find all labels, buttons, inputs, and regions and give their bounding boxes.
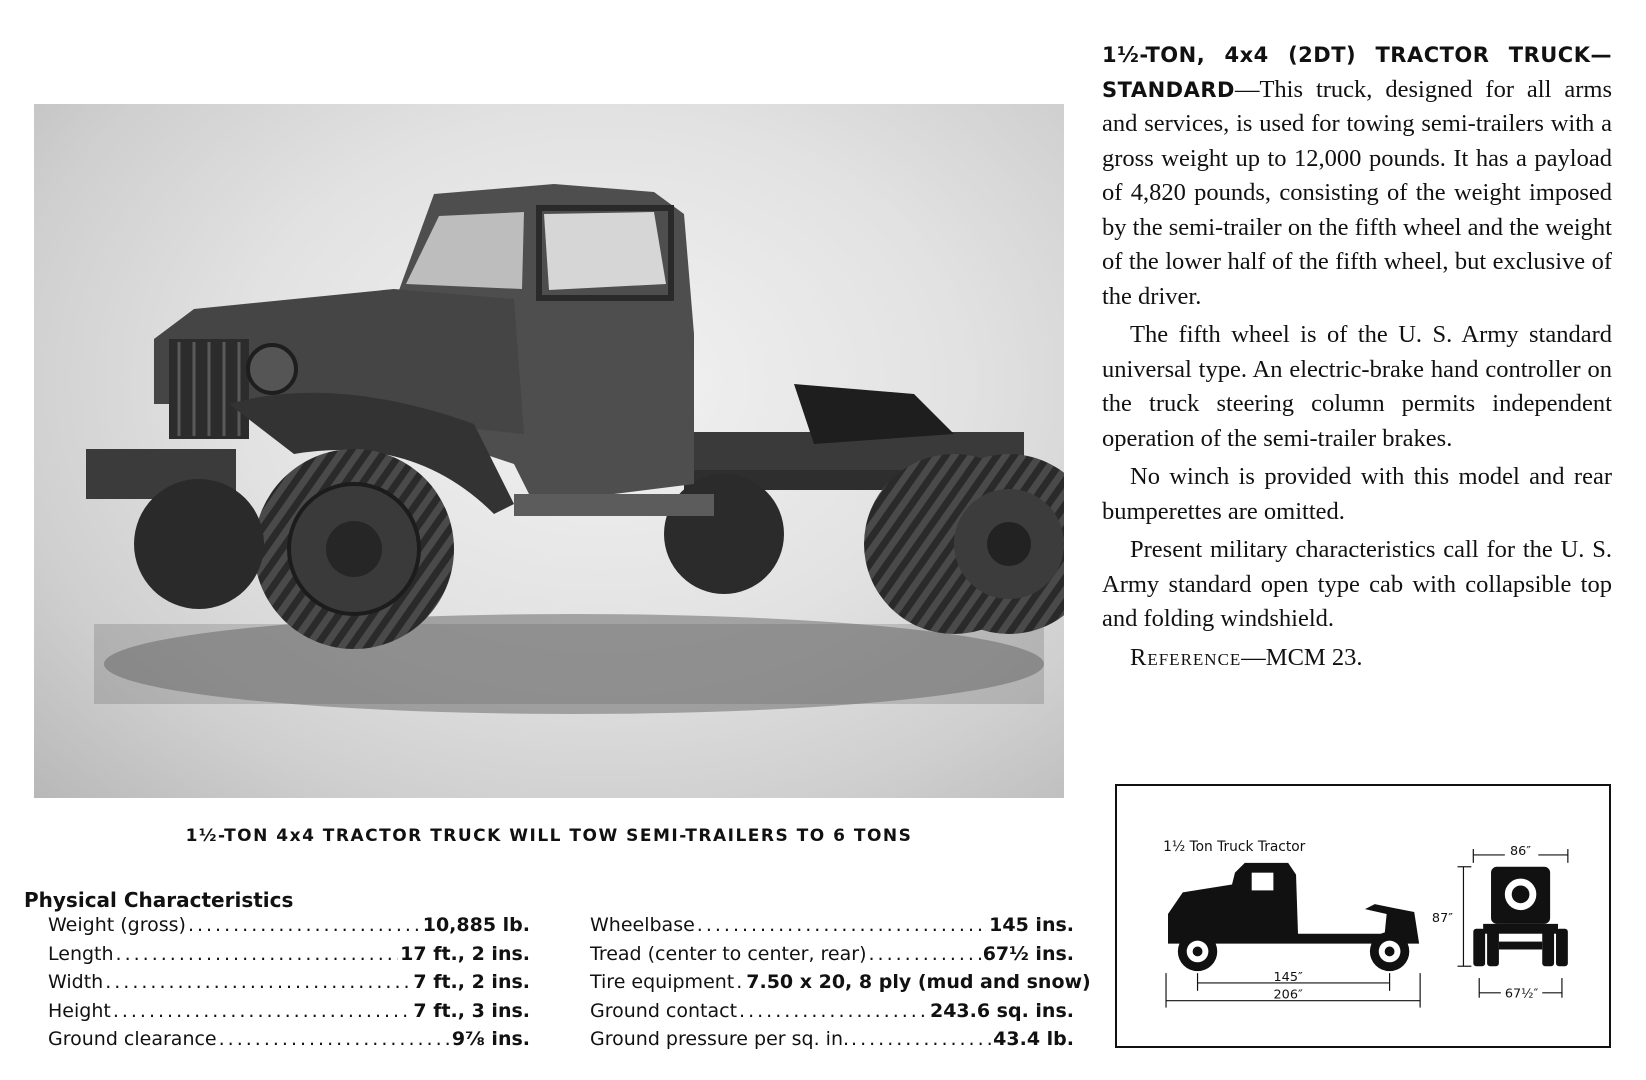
spec-value: 67½ ins. [982,942,1074,965]
leader-dots [697,914,987,936]
specs-column-right [590,914,1091,1057]
spec-label: Tire equipment [590,971,735,993]
spec-value: 9⅞ ins. [451,1028,530,1050]
spec-value: 10,885 lb. [422,914,530,936]
description-text [1102,38,1612,679]
specs-title: Physical Characteristics [24,888,294,912]
spec-label: Height [48,999,111,1022]
spec-value: 7 ft., 3 ins. [413,999,530,1022]
leader-dots [105,971,411,993]
spec-row [590,971,1091,1000]
width-dimension: 86″ [1510,843,1532,859]
spec-value: 17 ft., 2 ins. [400,942,530,965]
description-heading: 1½-TON, 4x4 (2DT) TRACTOR TRUCK— STANDARD [1102,43,1612,102]
spec-row [590,1028,1074,1057]
description-paragraph-1 [1102,38,1612,314]
dimension-diagram [1115,784,1611,1048]
spec-label: Width [48,971,104,993]
spec-row [48,1028,530,1057]
height-dimension: 87″ [1431,910,1454,926]
spec-row [48,914,530,943]
tread-dimension: 67½″ [1504,986,1539,1002]
reference-label: Reference [1130,643,1242,671]
spec-row [48,1000,530,1029]
description-paragraph-4: Present military characteristics call for the U. S. Army standard open type cab with collapsible top and folding windshield. [1102,536,1612,632]
spec-label: Ground clearance [48,1028,217,1050]
description-body-1: —This truck, designed for all arms and services, is used for towing semi-trailers with a gross weight up to 12,000 pounds. It has a payload of 4,820 pounds, consisting of the weight imposed by the semi-trailer on the fifth wheel and the weight of the lower half of the fifth wheel, but exclusive of the driver. [1102,75,1612,310]
spec-label: Ground pressure per sq. in. [590,1028,850,1050]
description-paragraph-3: No winch is provided with this model and rear bumperettes are omitted. [1102,463,1612,525]
spec-value: 145 ins. [989,914,1074,936]
leader-dots [739,1000,928,1022]
spec-row [48,971,530,1000]
length-dimension: 206″ [1273,987,1303,1003]
spec-value: 43.4 lb. [993,1028,1074,1050]
spec-label: Weight (gross) [48,914,186,936]
leader-dots [851,1028,991,1050]
spec-row [590,943,1074,972]
spec-row [48,943,530,972]
spec-value: 7.50 x 20, 8 ply (mud and snow) [746,971,1091,993]
rear-view-icon [1473,867,1568,966]
reference-line [1102,641,1612,676]
leader-dots [116,943,399,965]
reference-value: —MCM 23. [1241,643,1363,671]
side-view-icon [1168,863,1419,971]
spec-label: Wheelbase [590,914,695,936]
spec-value: 7 ft., 2 ins. [413,971,530,993]
spec-label: Tread (center to center, rear) [590,942,867,965]
spec-value: 243.6 sq. ins. [929,999,1074,1022]
specs-column-left [48,914,530,1057]
spec-row [590,1000,1074,1029]
leader-dots [869,943,981,965]
photo-caption: 1½-TON 4x4 TRACTOR TRUCK WILL TOW SEMI-TRAILERS TO 6 TONS [185,826,913,846]
diagram-title: 1½ Ton Truck Tractor [1163,839,1306,855]
spec-row [590,914,1074,943]
wheelbase-dimension: 145″ [1273,970,1303,985]
leader-dots [736,971,744,993]
leader-dots [219,1028,450,1050]
spec-label: Length [48,942,114,965]
description-paragraph-2: The fifth wheel is of the U. S. Army standard universal type. An electric-brake hand controller on the truck steering column permits independent operation of the semi-trailer brakes. [1102,321,1612,452]
truck-illustration [34,104,1064,798]
leader-dots [188,914,421,936]
tractor-truck-photo [34,104,1064,798]
leader-dots [113,1000,412,1022]
spec-label: Ground contact [590,999,738,1022]
